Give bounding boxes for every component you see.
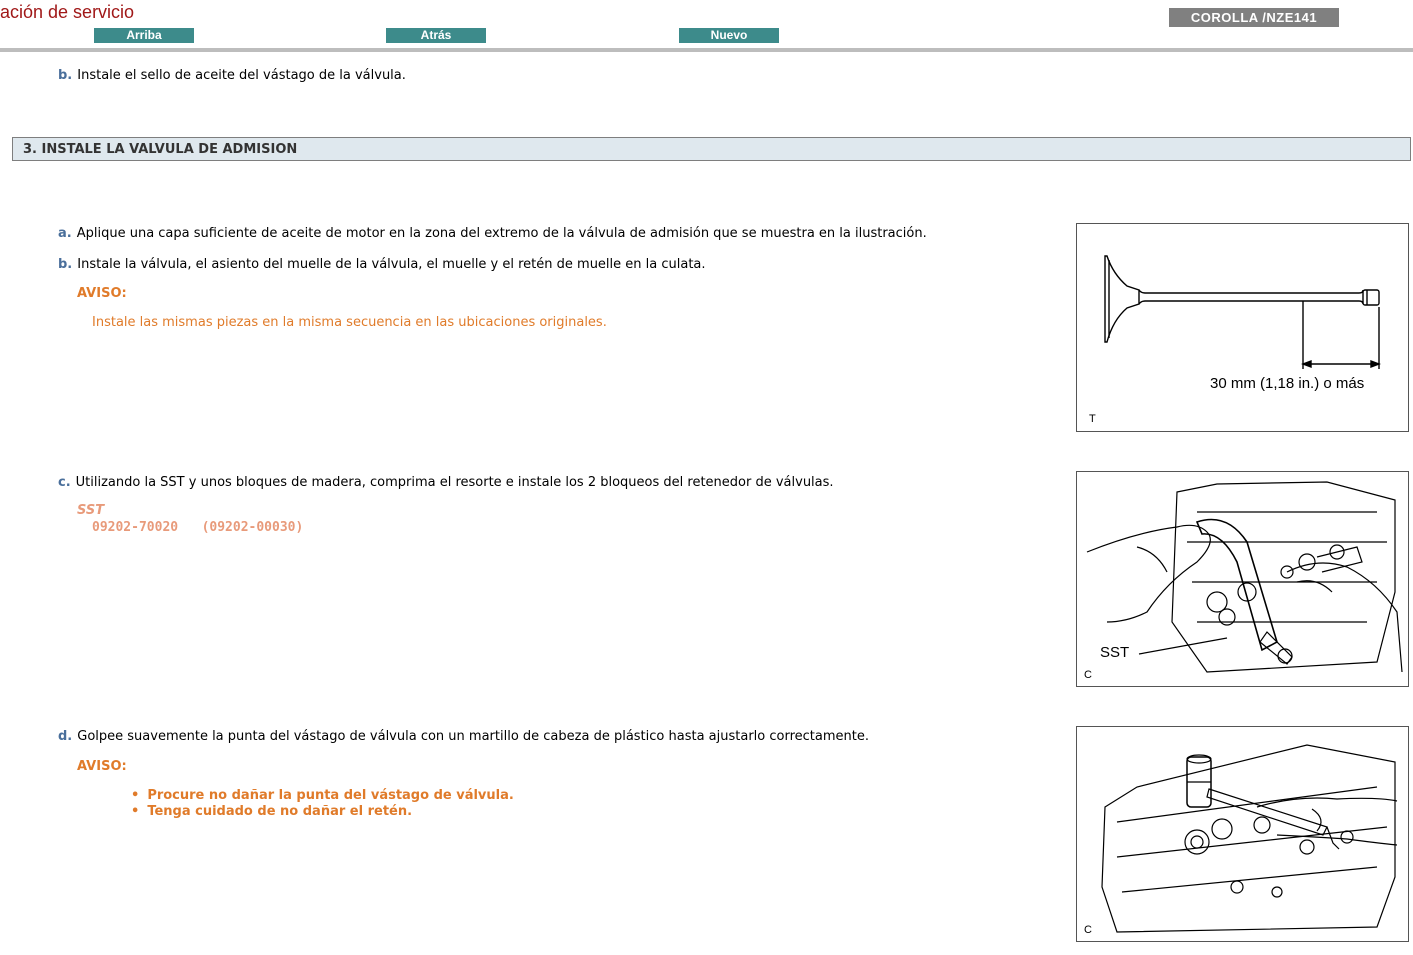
header-divider bbox=[0, 48, 1413, 52]
figure-code: T bbox=[1089, 413, 1096, 425]
valve-drawing bbox=[1077, 224, 1408, 431]
step-letter: a. bbox=[58, 226, 72, 241]
hammer-figure bbox=[1076, 726, 1409, 942]
step-text: Aplique una capa suficiente de aceite de motor en la zona del extremo de la válvula de admisión que se muestra en la ilustración. bbox=[76, 226, 927, 241]
step-letter: d. bbox=[58, 729, 73, 744]
step-letter: b. bbox=[58, 68, 73, 83]
aviso-bullet: • Procure no dañar la punta del vástago de válvula. bbox=[131, 788, 514, 804]
step-letter: b. bbox=[58, 257, 73, 272]
step-c bbox=[58, 475, 834, 490]
step-text: Golpee suavemente la punta del vástago de válvula con un martillo de cabeza de plástico hasta ajustarlo correctamente. bbox=[77, 729, 869, 744]
step-a bbox=[58, 226, 927, 241]
figure-code: C bbox=[1084, 924, 1092, 936]
dimension-label: 30 mm (1,18 in.) o más bbox=[1210, 375, 1365, 392]
step-letter: c. bbox=[58, 475, 71, 490]
section-title: 3. INSTALE LA VALVULA DE ADMISION bbox=[23, 142, 298, 157]
hammer-drawing bbox=[1077, 727, 1408, 941]
section-header bbox=[12, 137, 1411, 161]
nuevo-button[interactable]: Nuevo bbox=[679, 28, 779, 43]
step-text: Utilizando la SST y unos bloques de madera, comprima el resorte e instale los 2 bloqueos del retenedor de válvulas. bbox=[75, 475, 834, 490]
valve-figure bbox=[1076, 223, 1409, 432]
atras-button[interactable]: Atrás bbox=[386, 28, 486, 43]
sst-part-numbers: 09202-70020 (09202-00030) bbox=[92, 520, 304, 535]
model-badge: COROLLA /NZE141 bbox=[1169, 8, 1339, 27]
step-b bbox=[58, 257, 706, 272]
sst-figure-label: SST bbox=[1100, 644, 1130, 661]
aviso-bullet-list bbox=[131, 788, 514, 820]
arriba-button[interactable]: Arriba bbox=[94, 28, 194, 43]
sst-label: SST bbox=[77, 503, 105, 518]
aviso-label: AVISO: bbox=[77, 759, 127, 774]
app-title: ación de servicio bbox=[0, 2, 135, 22]
figure-code: C bbox=[1084, 669, 1092, 681]
step-text: Instale la válvula, el asiento del muelle de la válvula, el muelle y el retén de muelle en la culata. bbox=[77, 257, 706, 272]
step-b-oil-seal bbox=[58, 68, 406, 83]
sst-tool-figure bbox=[1076, 471, 1409, 687]
header bbox=[0, 0, 1413, 52]
aviso-label: AVISO: bbox=[77, 286, 127, 301]
aviso-note: Instale las mismas piezas en la misma secuencia en las ubicaciones originales. bbox=[92, 315, 607, 330]
aviso-bullet: • Tenga cuidado de no dañar el retén. bbox=[131, 804, 514, 820]
step-d bbox=[58, 729, 869, 744]
step-text: Instale el sello de aceite del vástago de la válvula. bbox=[77, 68, 406, 83]
